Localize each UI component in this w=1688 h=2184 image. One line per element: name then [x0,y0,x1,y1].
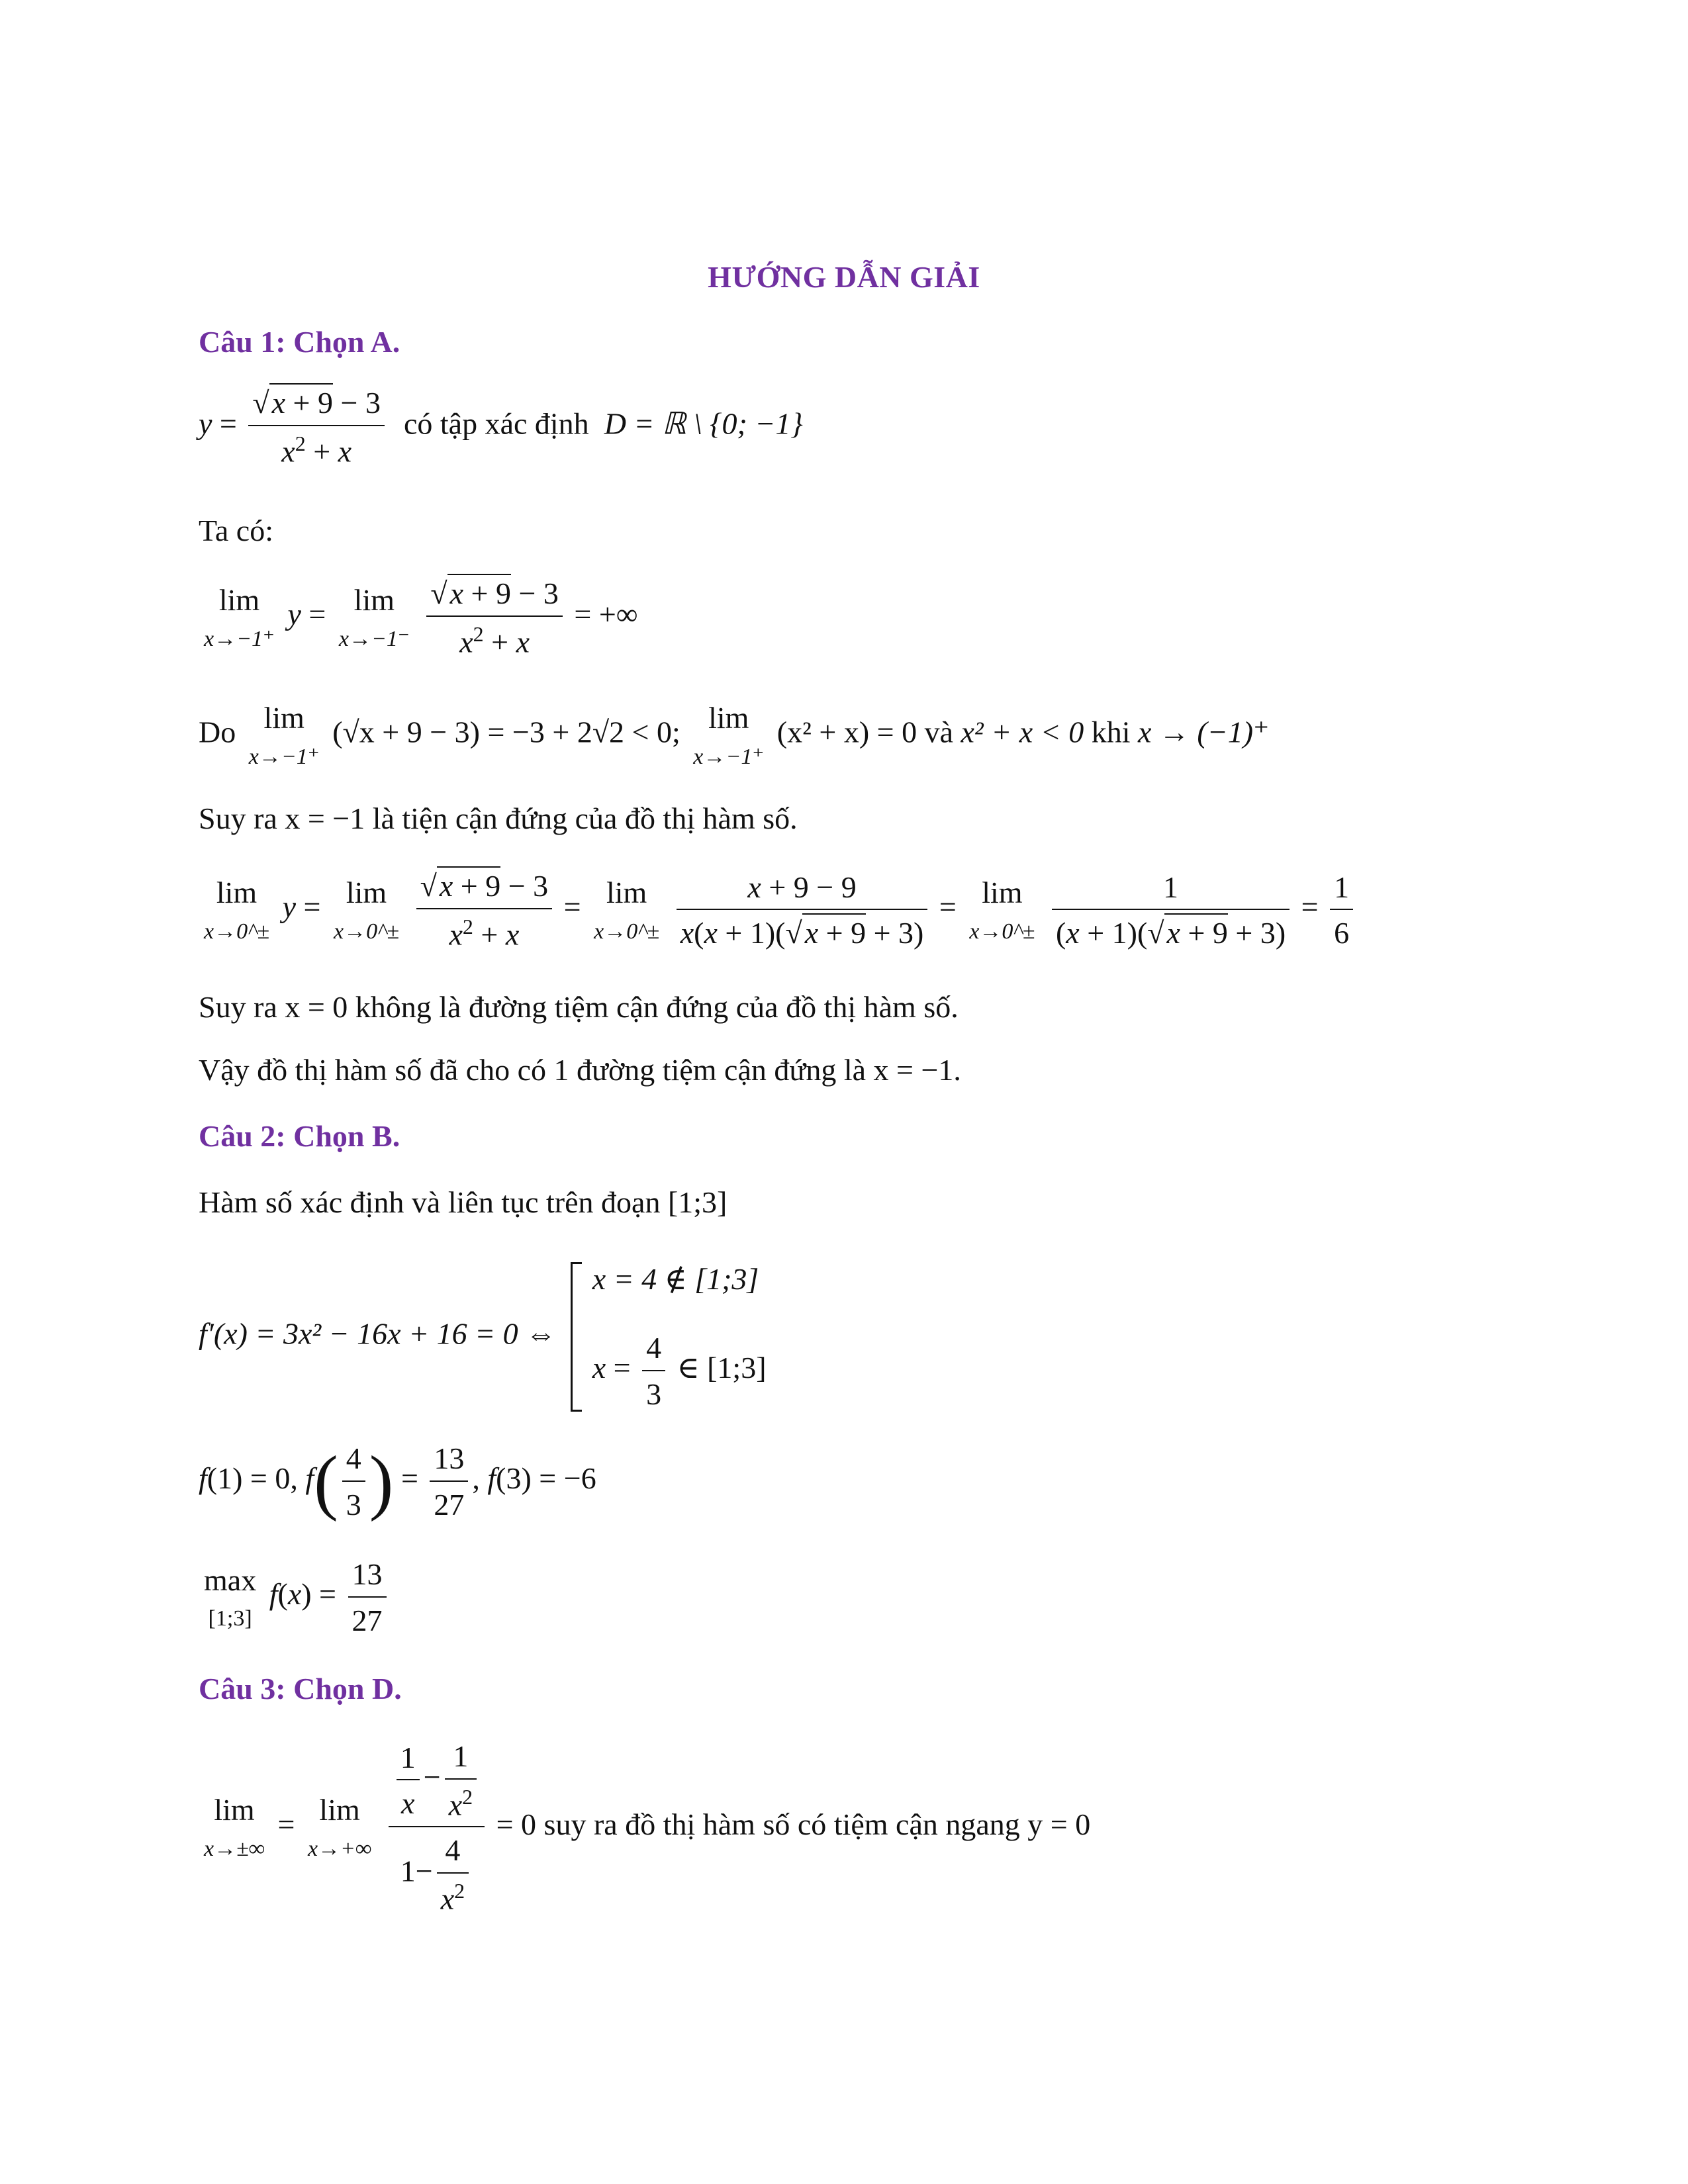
q1-heading: Câu 1: Chọn A. [199,325,400,359]
case-1: x = 4 ∉ [1;3] [592,1262,759,1296]
q1-fraction: $\frac{√x + 9 - 3}{x^2 + x}$ [248,384,385,470]
q2-max: max [1;3] f(x) = $\frac{13}{27}$ [199,1555,391,1639]
q2-derivative [199,1261,767,1413]
q1-limit-zero: lim x→0^± y = lim x→0^± $\frac{√x + 9 - 3}{x^2 + x}$ = lim x→0^± $\frac{x + 9 - 9}{x(x + 1)(√x + 9 + 3)}$ = lim x→0^± $\frac{1}{(x + 1)(√x + 9 + 3)}$ = $\frac{1}{6}$ [199,867,1357,953]
derivative-equation: f′(x) = 3x² − 16x + 16 = 0 ⇔ [199,1316,557,1351]
q1-ta-co: Ta có: [199,514,274,547]
q1-domain-text: có tập xác định [403,406,589,441]
q3-heading: Câu 3: Chọn D. [199,1672,402,1706]
q1-suy-ra-2: Suy ra x = 0 không là đường tiệm cận đứng của đồ thị hàm số. [199,990,959,1024]
lim-sub: x→0^± [969,919,1035,944]
q3-tail: = 0 suy ra đồ thị hàm số có tiệm cận ngang y = 0 [496,1807,1091,1841]
do-expression-2: (x² + x) = 0 [776,715,917,749]
approach-expression: x → (−1)⁺ [1138,715,1270,749]
q1-limit-result: = +∞ [574,597,638,631]
q3-limit: lim x→±∞ = lim x→+∞ $\frac{1}{x}$ − $\frac{1}{x^2}$ 1− $\frac{4}{x^2}$ = 0 suy ra đồ thị hàm số có tiệm cận ngang y = 0 [199,1737,1090,1918]
lim-sub: x→−1⁻ [338,626,410,651]
q2-heading: Câu 2: Chọn B. [199,1119,400,1153]
lim-sub: x→−1⁺ [693,744,765,769]
lim-sub: x→−1⁺ [204,626,275,651]
lim-sub: x→−1⁺ [248,744,320,769]
lim-sub: x→±∞ [204,1836,265,1861]
khi-word: khi [1091,715,1131,749]
q1-limit-left: lim x→−1⁺ y = lim x→−1⁻ $\frac{√x + 9 - 3}{x^2 + x}$ = +∞ [199,574,638,660]
va-word: và [924,715,954,749]
lim-sub: x→+∞ [307,1836,372,1861]
lim-sub: x→0^± [333,919,400,944]
page-title: HƯỚNG DẪN GIẢI [708,260,980,294]
q2-values: f(1) = 0, f( $\frac{4}{3}$ ) = $\frac{13}{27}$ , f(3) = −6 [199,1439,596,1524]
q1-conclusion: Vậy đồ thị hàm số đã cho có 1 đường tiệm cận đứng là x = −1. [199,1053,961,1087]
lim-sub: x→0^± [204,919,270,944]
q1-domain-set: D = ℝ \ {0; −1} [604,406,803,441]
q1-do-line: Do lim x→−1⁺ (√x + 9 − 3) = −3 + 2√2 < 0; lim x→−1⁺ (x² + x) = 0 và x² + x < 0 khi x → (−1)⁺ [199,701,1270,769]
q3-compound-fraction: $\frac{1}{x}$ − $\frac{1}{x^2}$ 1− $\frac{4}{x^2}$ [389,1737,485,1918]
case-2: x = $\frac{4}{3}$ ∈ [1;3] [592,1329,767,1413]
case-bracket [571,1262,582,1412]
do-expression: (√x + 9 − 3) = −3 + 2√2 < 0; [332,715,680,749]
condition-expression: x² + x < 0 [961,715,1084,749]
q1-function-definition: y = $\frac{√x + 9 - 3}{x^2 + x}$ có tập xác định D = ℝ \ {0; −1} [199,384,803,470]
q2-line1: Hàm số xác định và liên tục trên đoạn [1;3] [199,1185,727,1219]
q1-result-fraction: $\frac{1}{6}$ [1330,868,1353,952]
do-word: Do [199,715,236,749]
case-2-rhs: ∈ [1;3] [677,1351,767,1385]
q1-suy-ra-1: Suy ra x = −1 là tiện cận đứng của đồ thị hàm số. [199,801,798,835]
max-sub: [1;3] [208,1606,252,1631]
lim-sub: x→0^± [594,919,660,944]
